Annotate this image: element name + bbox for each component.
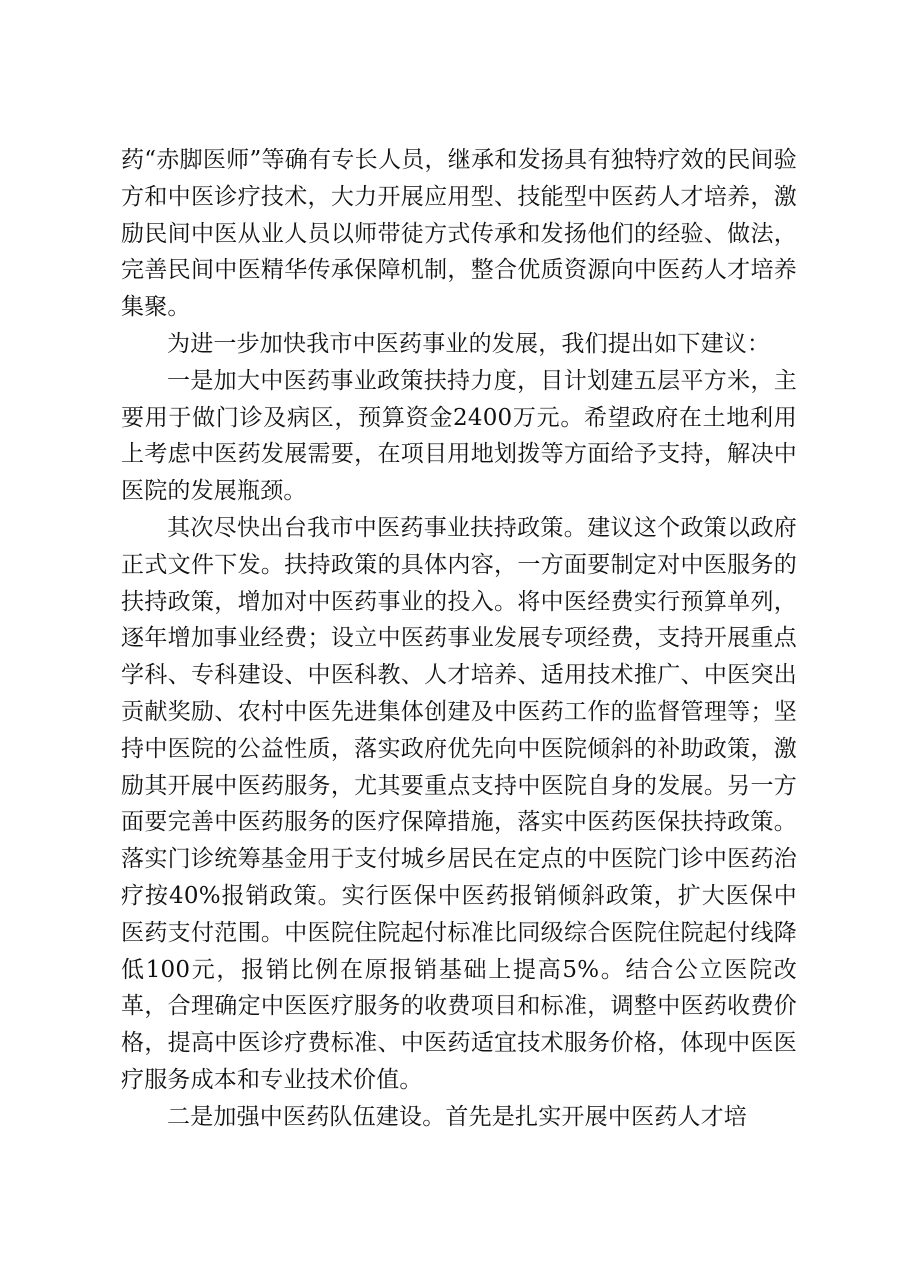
paragraph-continuation: 药“赤脚医师”等确有专长人员，继承和发扬具有独特疗效的民间验方和中医诊疗技术，大力开展应用型、技能型中医药人才培养，激励民间中医从业人员以师带徒方式传承和发扬他们的经验、做法，完善民间中医精华传承保障机制，整合优质资源向中医药人才培养集聚。 bbox=[121, 147, 797, 321]
document-page bbox=[121, 142, 797, 1136]
paragraph-team-building: 二是加强中医药队伍建设。首先是扎实开展中医药人才培 bbox=[167, 1103, 747, 1130]
paragraph-proposal-intro: 为进一步加快我市中医药事业的发展，我们提出如下建议： bbox=[167, 330, 771, 357]
paragraph-policy-support: 一是加大中医药事业政策扶持力度，目计划建五层平方米，主要用于做门诊及病区，预算资金2400万元。希望政府在土地利用上考虑中医药发展需要，在项目用地划拨等方面给予支持，解决中医院的发展瓶颈。 bbox=[121, 367, 797, 505]
paragraph-policy-details: 其次尽快出台我市中医药事业扶持政策。建议这个政策以政府正式文件下发。扶持政策的具体内容，一方面要制定对中医服务的扶持政策，增加对中医药事业的投入。将中医经费实行预算单列，逐年增加事业经费；设立中医药事业发展专项经费，支持开展重点学科、专科建设、中医科教、人才培养、适用技术推广、中医突出贡献奖励、农村中医先进集体创建及中医药工作的监督管理等；坚持中医院的公益性质，落实政府优先向中医院倾斜的补助政策，激励其开展中医药服务，尤其要重点支持中医院自身的发展。另一方面要完善中医药服务的医疗保障措施，落实中医药医保扶持政策。落实门诊统筹基金用于支付城乡居民在定点的中医院门诊中医药治疗按40%报销政策。实行医保中医药报销倾斜政策，扩大医保中医药支付范围。中医院住院起付标准比同级综合医院住院起付线降低100元，报销比例在原报销基础上提高5%。结合公立医院改革，合理确定中医医疗服务的收费项目和标准，调整中医药收费价格，提高中医诊疗费标准、中医药适宜技术服务价格，体现中医医疗服务成本和专业技术价值。 bbox=[121, 514, 797, 1093]
